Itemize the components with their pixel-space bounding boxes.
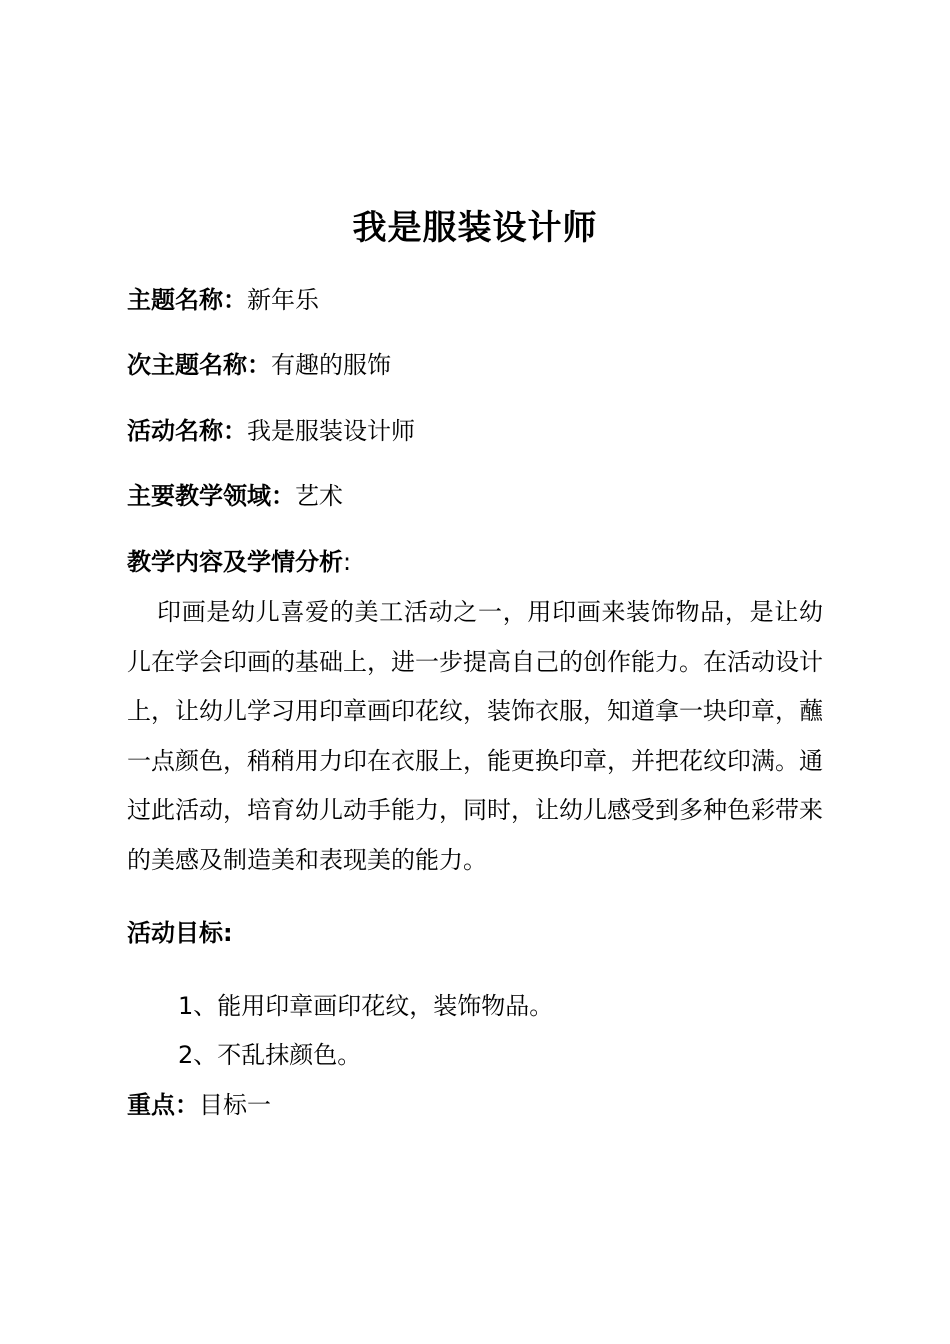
teaching-domain-field: [127, 479, 343, 513]
sub-theme-name-label: 次主题名称：: [127, 351, 271, 379]
teaching-domain-value: 艺术: [295, 482, 343, 510]
goals-heading-label: 活动目标:: [127, 919, 233, 947]
key-point-field: [127, 1088, 271, 1122]
analysis-heading: [127, 545, 351, 579]
goal-item-2: 2、不乱抹颜色。: [178, 1041, 362, 1069]
analysis-paragraph: 印画是幼儿喜爱的美工活动之一，用印画来装饰物品，是让幼儿在学会印画的基础上，进一步提高自己的创作能力。在活动设计上，让幼儿学习用印章画印花纹，装饰衣服，知道拿一块印章，蘸一点颜色，稍稍用力印在衣服上，能更换印章，并把花纹印满。通过此活动，培育幼儿动手能力，同时，让幼儿感受到多种色彩带来的美感及制造美和表现美的能力。: [127, 598, 823, 874]
document-title: 我是服装设计师: [352, 208, 598, 248]
sub-theme-name-value: 有趣的服饰: [271, 351, 391, 379]
activity-name-label: 活动名称：: [127, 417, 247, 445]
key-point-value: 目标一: [199, 1091, 271, 1119]
key-point-label: 重点：: [127, 1091, 199, 1119]
goals-heading: [127, 916, 233, 950]
analysis-heading-label: 教学内容及学情分析: [127, 548, 343, 576]
analysis-heading-colon: :: [343, 548, 352, 576]
theme-name-value: 新年乐: [247, 286, 319, 314]
theme-name-field: [127, 283, 319, 317]
theme-name-label: 主题名称：: [127, 286, 247, 314]
goal-item-1: 1、能用印章画印花纹，装饰物品。: [178, 992, 554, 1020]
teaching-domain-label: 主要教学领域：: [127, 482, 295, 510]
sub-theme-name-field: [127, 348, 391, 382]
activity-name-field: [127, 414, 415, 448]
activity-name-value: 我是服装设计师: [247, 417, 415, 445]
